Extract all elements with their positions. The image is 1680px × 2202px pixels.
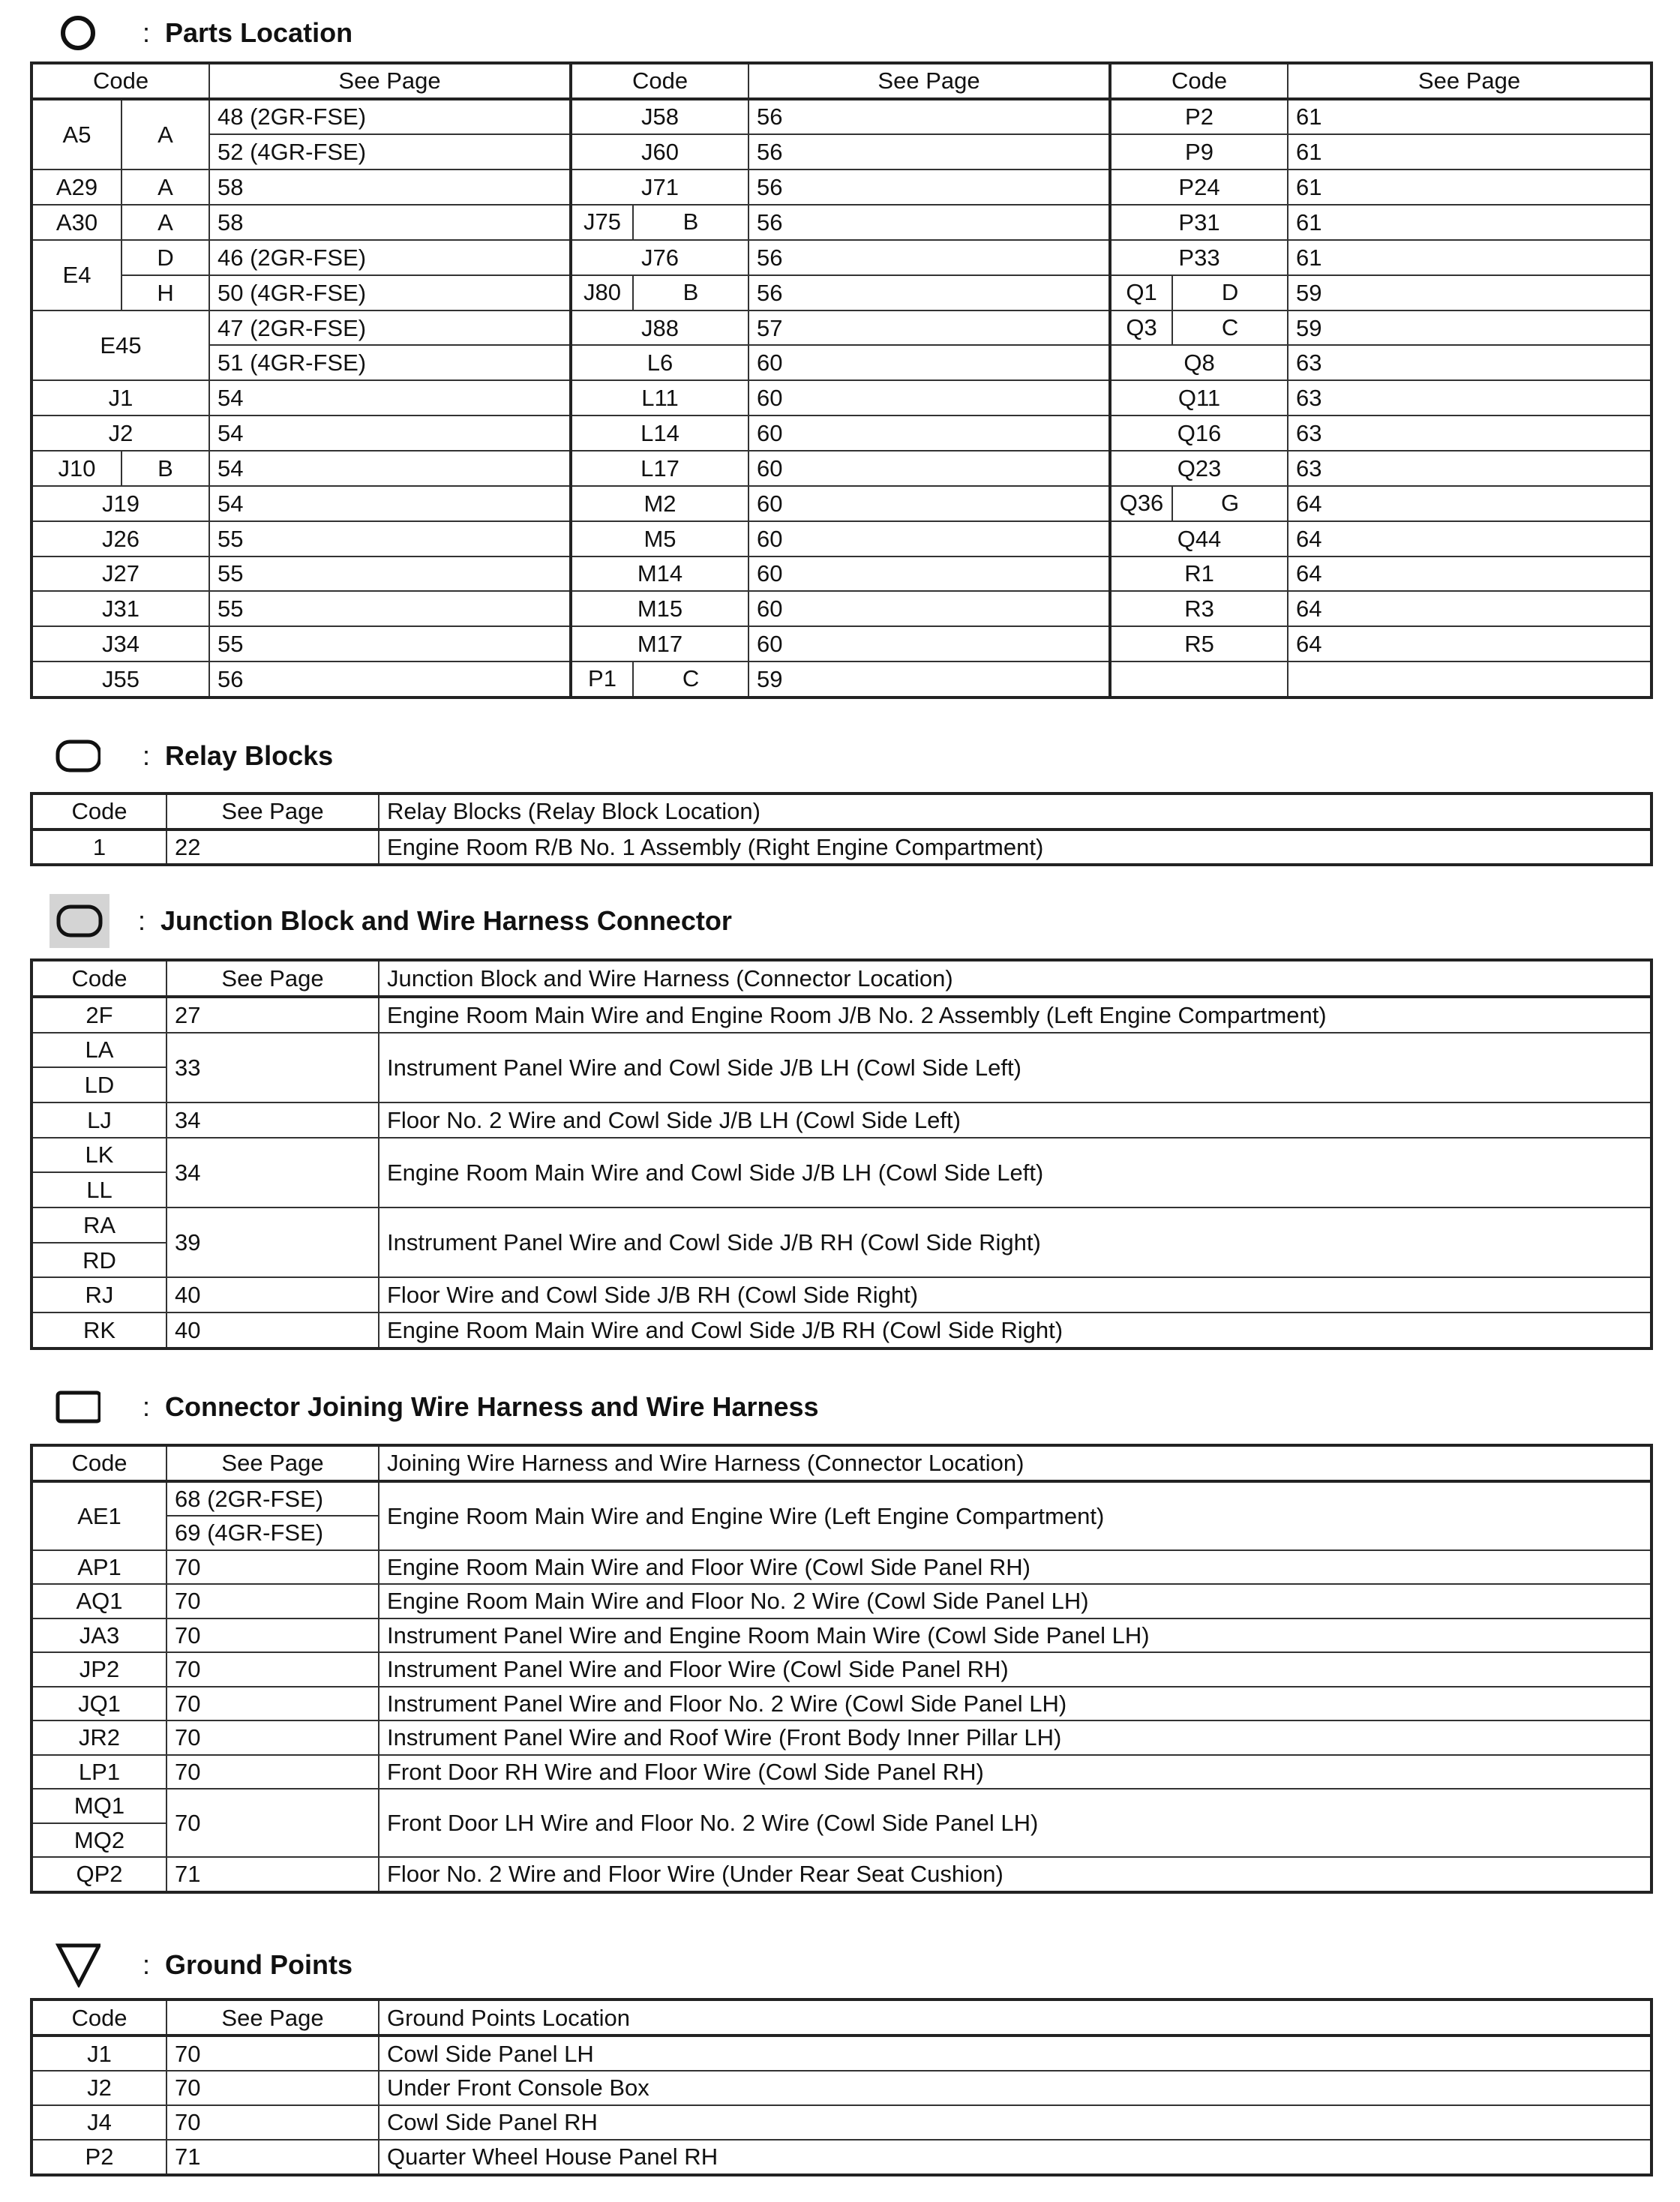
part-code [1110, 662, 1288, 698]
row-description: Engine Room Main Wire and Cowl Side J/B RH (Cowl Side Right) [379, 1312, 1652, 1348]
part-page: 60 [748, 521, 1110, 556]
row-page: 34 [166, 1138, 379, 1208]
part-code: P31 [1110, 205, 1288, 240]
table-row [32, 556, 1652, 592]
row-page: 70 [166, 1618, 379, 1653]
table-row [32, 1857, 1652, 1892]
column-header: See Page [166, 1445, 379, 1481]
table-row [32, 997, 1652, 1033]
part-code: J80 [572, 276, 634, 310]
part-code: Q16 [1110, 416, 1288, 451]
row-code: RJ [32, 1277, 166, 1312]
row-page: 34 [166, 1102, 379, 1138]
down-triangle-icon [56, 1942, 100, 1988]
part-page [1288, 662, 1652, 698]
part-page: 61 [1288, 240, 1652, 275]
table-row [32, 626, 1652, 662]
row-code: JP2 [32, 1652, 166, 1687]
section-title: Relay Blocks [165, 740, 334, 771]
part-code: J10 [32, 451, 122, 486]
part-page: 61 [1288, 205, 1652, 240]
part-page: 60 [748, 556, 1110, 592]
part-code: J31 [32, 591, 209, 626]
part-page: 59 [748, 662, 1110, 698]
row-page: 70 [166, 2071, 379, 2105]
row-description: Cowl Side Panel LH [379, 2036, 1652, 2071]
column-header: Code [32, 1445, 166, 1481]
part-page: 56 [748, 275, 1110, 310]
table-header-row [32, 2000, 1652, 2036]
row-description: Engine Room R/B No. 1 Assembly (Right Engine Compartment) [379, 830, 1652, 866]
row-description: Engine Room Main Wire and Engine Wire (Left Engine Compartment) [379, 1481, 1652, 1550]
column-header: Code [571, 63, 748, 99]
row-page: 70 [166, 2036, 379, 2071]
part-code: R3 [1110, 591, 1288, 626]
table-row [32, 1138, 1652, 1173]
column-header: Junction Block and Wire Harness (Connector Location) [379, 960, 1652, 997]
part-sub-code: A [122, 99, 209, 170]
row-description: Instrument Panel Wire and Cowl Side J/B RH (Cowl Side Right) [379, 1208, 1652, 1277]
part-page: 60 [748, 626, 1110, 662]
part-page: 54 [209, 416, 571, 451]
part-code-pair [1112, 276, 1287, 310]
section-title: Parts Location [165, 17, 353, 48]
part-code: E45 [32, 310, 209, 381]
column-header: Code [32, 794, 166, 830]
part-page: 61 [1288, 134, 1652, 170]
row-description: Engine Room Main Wire and Floor No. 2 Wire (Cowl Side Panel LH) [379, 1584, 1652, 1618]
row-code: 1 [32, 830, 166, 866]
part-code: J75 [572, 206, 634, 239]
table-row [32, 1102, 1652, 1138]
part-code: L17 [571, 451, 748, 486]
junction-block-table [30, 958, 1653, 1350]
part-page: 61 [1288, 170, 1652, 205]
table-row [32, 451, 1652, 486]
table-header-row [32, 1445, 1652, 1481]
part-page: 54 [209, 380, 571, 416]
row-page: 22 [166, 830, 379, 866]
part-page: 64 [1288, 626, 1652, 662]
part-code: A5 [32, 99, 122, 170]
table-row [32, 1208, 1652, 1243]
row-description: Engine Room Main Wire and Cowl Side J/B LH (Cowl Side Left) [379, 1138, 1652, 1208]
row-description: Floor Wire and Cowl Side J/B RH (Cowl Side Right) [379, 1277, 1652, 1312]
table-row [32, 205, 1652, 240]
part-code: M2 [571, 486, 748, 521]
row-code: 2F [32, 997, 166, 1033]
part-code: P9 [1110, 134, 1288, 170]
row-page: 33 [166, 1033, 379, 1102]
table-row [32, 1033, 1652, 1068]
row-page: 70 [166, 1687, 379, 1721]
table-row [32, 2036, 1652, 2071]
shaded-rounded-rect-icon [50, 894, 110, 948]
part-page: 56 [748, 240, 1110, 275]
row-code: P2 [32, 2140, 166, 2175]
row-code: QP2 [32, 1857, 166, 1892]
parts-location-table [30, 62, 1653, 699]
part-page: 56 [748, 134, 1110, 170]
part-page: 60 [748, 451, 1110, 486]
part-code: R1 [1110, 556, 1288, 592]
part-page: 56 [748, 205, 1110, 240]
part-page: 64 [1288, 591, 1652, 626]
part-code: E4 [32, 240, 122, 310]
table-row [32, 1755, 1652, 1790]
part-code-pair [572, 206, 748, 239]
part-page: 48 (2GR-FSE) [209, 99, 571, 135]
row-code: LJ [32, 1102, 166, 1138]
part-page: 58 [209, 205, 571, 240]
table-row [32, 1720, 1652, 1755]
part-page: 47 (2GR-FSE) [209, 310, 571, 346]
row-description: Front Door RH Wire and Floor Wire (Cowl Side Panel RH) [379, 1755, 1652, 1790]
part-page: 55 [209, 521, 571, 556]
row-description: Floor No. 2 Wire and Floor Wire (Under Rear Seat Cushion) [379, 1857, 1652, 1892]
section-header-ground [56, 1942, 352, 1988]
part-code: P33 [1110, 240, 1288, 275]
table-row [32, 99, 1652, 135]
row-page: 71 [166, 2140, 379, 2175]
section-colon: : [138, 905, 146, 936]
part-page: 56 [748, 170, 1110, 205]
part-page: 60 [748, 486, 1110, 521]
part-code: Q8 [1110, 345, 1288, 380]
row-description: Engine Room Main Wire and Floor Wire (Cowl Side Panel RH) [379, 1550, 1652, 1585]
part-code: Q44 [1110, 521, 1288, 556]
column-header: Ground Points Location [379, 2000, 1652, 2036]
row-page: 69 (4GR-FSE) [166, 1516, 379, 1550]
part-code-pair [572, 662, 748, 696]
column-header: Code [32, 63, 209, 99]
part-code: L11 [571, 380, 748, 416]
part-code [1110, 310, 1288, 346]
row-description: Cowl Side Panel RH [379, 2105, 1652, 2140]
table-row [32, 1312, 1652, 1348]
part-code: M15 [571, 591, 748, 626]
part-page: 61 [1288, 99, 1652, 135]
part-page: 63 [1288, 345, 1652, 380]
table-row [32, 486, 1652, 521]
part-sub-code: D [122, 240, 209, 275]
row-code: RD [32, 1243, 166, 1278]
row-page: 70 [166, 2105, 379, 2140]
row-page: 70 [166, 1789, 379, 1857]
section-header-joining [56, 1384, 819, 1430]
column-header: Code [1110, 63, 1288, 99]
part-code: J2 [32, 416, 209, 451]
row-page: 70 [166, 1720, 379, 1755]
part-code: J88 [571, 310, 748, 346]
column-header: Code [32, 960, 166, 997]
part-page: 46 (2GR-FSE) [209, 240, 571, 275]
part-code [571, 205, 748, 240]
part-page: 64 [1288, 556, 1652, 592]
part-page: 55 [209, 591, 571, 626]
section-header-junction [56, 898, 732, 944]
part-code: J34 [32, 626, 209, 662]
column-header: See Page [166, 2000, 379, 2036]
part-page: 60 [748, 345, 1110, 380]
column-header: See Page [1288, 63, 1652, 99]
row-description: Floor No. 2 Wire and Cowl Side J/B LH (Cowl Side Left) [379, 1102, 1652, 1138]
row-description: Instrument Panel Wire and Engine Room Main Wire (Cowl Side Panel LH) [379, 1618, 1652, 1653]
section-header-parts [56, 10, 352, 56]
section-colon: : [142, 1391, 151, 1422]
part-code: A30 [32, 205, 122, 240]
part-page: 58 [209, 170, 571, 205]
part-page: 63 [1288, 416, 1652, 451]
part-code-pair [1112, 311, 1287, 345]
section-header-relay [56, 734, 333, 778]
part-code: L6 [571, 345, 748, 380]
row-description: Instrument Panel Wire and Floor No. 2 Wire (Cowl Side Panel LH) [379, 1687, 1652, 1721]
table-row [32, 170, 1652, 205]
row-code: MQ1 [32, 1789, 166, 1823]
part-code-pair [1112, 487, 1287, 520]
part-code: M17 [571, 626, 748, 662]
part-page: 50 (4GR-FSE) [209, 275, 571, 310]
row-description: Instrument Panel Wire and Cowl Side J/B LH (Cowl Side Left) [379, 1033, 1652, 1102]
row-page: 39 [166, 1208, 379, 1277]
section-colon: : [142, 17, 151, 48]
table-row [32, 134, 1652, 170]
column-header: See Page [209, 63, 571, 99]
table-row [32, 662, 1652, 698]
part-code [1110, 275, 1288, 310]
column-header: See Page [166, 794, 379, 830]
row-code: RK [32, 1312, 166, 1348]
column-header: Code [32, 2000, 166, 2036]
row-description: Under Front Console Box [379, 2071, 1652, 2105]
table-row [32, 345, 1652, 380]
part-page: 63 [1288, 380, 1652, 416]
table-row [32, 1550, 1652, 1585]
part-sub-code: C [1221, 314, 1239, 340]
part-page: 57 [748, 310, 1110, 346]
part-code: J71 [571, 170, 748, 205]
row-code: JQ1 [32, 1687, 166, 1721]
table-row [32, 380, 1652, 416]
rounded-rect-icon [56, 734, 100, 778]
table-row [32, 1277, 1652, 1312]
part-code [571, 275, 748, 310]
part-code: J1 [32, 380, 209, 416]
part-code: M5 [571, 521, 748, 556]
part-sub-code: B [682, 278, 699, 305]
section-title: Ground Points [165, 1949, 352, 1980]
row-page: 70 [166, 1550, 379, 1585]
part-page: 52 (4GR-FSE) [209, 134, 571, 170]
row-description: Instrument Panel Wire and Floor Wire (Cowl Side Panel RH) [379, 1652, 1652, 1687]
part-code: P24 [1110, 170, 1288, 205]
part-code: Q11 [1110, 380, 1288, 416]
rectangle-icon [56, 1384, 100, 1430]
table-row [32, 240, 1652, 275]
table-row [32, 2071, 1652, 2105]
relay-blocks-table [30, 792, 1653, 866]
section-colon: : [142, 1949, 151, 1980]
part-page: 59 [1288, 275, 1652, 310]
row-code: AP1 [32, 1550, 166, 1585]
row-description: Instrument Panel Wire and Roof Wire (Front Body Inner Pillar LH) [379, 1720, 1652, 1755]
table-header-row [32, 960, 1652, 997]
part-page: 56 [748, 99, 1110, 135]
joining-connector-table [30, 1444, 1653, 1894]
table-row [32, 521, 1652, 556]
row-page: 68 (2GR-FSE) [166, 1481, 379, 1516]
table-row [32, 2105, 1652, 2140]
table-row [32, 1618, 1652, 1653]
part-page: 59 [1288, 310, 1652, 346]
table-row [32, 275, 1652, 310]
part-page: 60 [748, 416, 1110, 451]
section-title: Connector Joining Wire Harness and Wire Harness [165, 1391, 819, 1422]
row-description: Engine Room Main Wire and Engine Room J/B No. 2 Assembly (Left Engine Compartment) [379, 997, 1652, 1033]
part-sub-code: B [682, 208, 699, 236]
part-code: J55 [32, 662, 209, 698]
part-code: L14 [571, 416, 748, 451]
part-code: J76 [571, 240, 748, 275]
row-description: Front Door LH Wire and Floor No. 2 Wire (Cowl Side Panel LH) [379, 1789, 1652, 1857]
row-page: 70 [166, 1584, 379, 1618]
column-header: Joining Wire Harness and Wire Harness (Connector Location) [379, 1445, 1652, 1481]
part-page: 55 [209, 626, 571, 662]
table-row [32, 1584, 1652, 1618]
row-code: LD [32, 1067, 166, 1102]
part-code: J26 [32, 521, 209, 556]
part-code: P1 [572, 662, 634, 696]
row-code: LL [32, 1172, 166, 1208]
part-page: 56 [209, 662, 571, 698]
row-code: JA3 [32, 1618, 166, 1653]
part-code: J58 [571, 99, 748, 135]
row-code: AQ1 [32, 1584, 166, 1618]
circle-icon [56, 10, 100, 56]
row-code: LK [32, 1138, 166, 1173]
part-sub-code: B [122, 451, 209, 486]
part-page: 64 [1288, 486, 1652, 521]
section-colon: : [142, 740, 151, 771]
part-code: Q3 [1112, 311, 1173, 345]
part-page: 54 [209, 486, 571, 521]
part-code-pair [572, 276, 748, 310]
table-row [32, 830, 1652, 866]
part-code: Q36 [1112, 487, 1173, 520]
row-page: 40 [166, 1312, 379, 1348]
table-row [32, 1652, 1652, 1687]
row-page: 71 [166, 1857, 379, 1892]
part-page: 60 [748, 380, 1110, 416]
part-code: Q1 [1112, 276, 1173, 310]
part-code: A29 [32, 170, 122, 205]
section-title: Junction Block and Wire Harness Connector [160, 905, 732, 936]
part-page: 54 [209, 451, 571, 486]
row-page: 40 [166, 1277, 379, 1312]
part-sub-code: C [682, 665, 700, 692]
part-code [1110, 486, 1288, 521]
table-row [32, 1789, 1652, 1823]
row-page: 27 [166, 997, 379, 1033]
table-row [32, 416, 1652, 451]
part-page: 64 [1288, 521, 1652, 556]
part-code: J60 [571, 134, 748, 170]
column-header: See Page [166, 960, 379, 997]
part-code: J27 [32, 556, 209, 592]
column-header: Relay Blocks (Relay Block Location) [379, 794, 1652, 830]
part-page: 51 (4GR-FSE) [209, 345, 571, 380]
row-code: JR2 [32, 1720, 166, 1755]
part-code: P2 [1110, 99, 1288, 135]
part-sub-code: A [122, 205, 209, 240]
ground-points-table [30, 1998, 1653, 2176]
row-code: AE1 [32, 1481, 166, 1550]
part-page: 55 [209, 556, 571, 592]
part-page: 60 [748, 591, 1110, 626]
row-code: J2 [32, 2071, 166, 2105]
part-code: J19 [32, 486, 209, 521]
part-code: M14 [571, 556, 748, 592]
table-row [32, 591, 1652, 626]
part-sub-code: H [122, 275, 209, 310]
part-sub-code: D [1221, 278, 1239, 305]
table-row [32, 310, 1652, 346]
part-sub-code: G [1220, 489, 1240, 516]
part-page: 63 [1288, 451, 1652, 486]
row-page: 70 [166, 1652, 379, 1687]
row-code: J4 [32, 2105, 166, 2140]
row-code: LA [32, 1033, 166, 1068]
table-row [32, 1687, 1652, 1721]
table-row [32, 1481, 1652, 1516]
row-code: MQ2 [32, 1823, 166, 1858]
row-description: Quarter Wheel House Panel RH [379, 2140, 1652, 2175]
row-page: 70 [166, 1755, 379, 1790]
table-row [32, 2140, 1652, 2175]
part-code: Q23 [1110, 451, 1288, 486]
row-code: J1 [32, 2036, 166, 2071]
part-code: R5 [1110, 626, 1288, 662]
column-header: See Page [748, 63, 1110, 99]
row-code: RA [32, 1208, 166, 1243]
part-code [571, 662, 748, 698]
part-sub-code: A [122, 170, 209, 205]
table-header-row [32, 794, 1652, 830]
row-code: LP1 [32, 1755, 166, 1790]
